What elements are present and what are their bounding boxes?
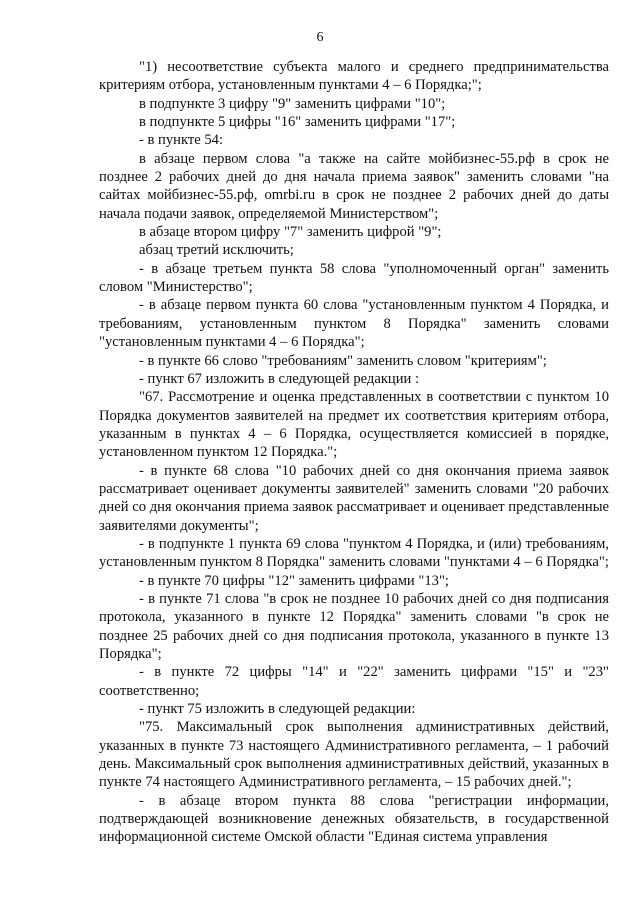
paragraph-4: - в пункте 54: <box>139 132 224 149</box>
paragraph-10: - в пункте 66 слово "требованиям" заменить словом "критериям"; <box>139 352 547 369</box>
paragraph-18: - пункт 75 изложить в следующей редакции: <box>139 701 416 718</box>
paragraph-9: - в абзаце первом пункта 60 слова "установленным пунктом 4 Порядка, и требованиям, установленным пунктом 8 Порядка" заменить словами "установленным пунктами 4 – 6 Порядка"; <box>99 297 609 351</box>
paragraph-2: в подпункте 3 цифру "9" заменить цифрами "10"; <box>139 95 446 112</box>
paragraph-15: - в пункте 70 цифры "12" заменить цифрами "13"; <box>139 572 449 589</box>
paragraph-6: в абзаце втором цифру "7" заменить цифрой "9"; <box>139 224 442 241</box>
paragraph-1: "1) несоответствие субъекта малого и среднего предпринимательства критериям отбора, установленным пунктами 4 – 6 Порядка;"; <box>99 59 609 94</box>
paragraph-20: - в абзаце втором пункта 88 слова "регистрации информации, подтверждающей возникновение денежных обязательств, в государственной информационной системе Омской области "Единая система управления <box>99 792 609 846</box>
paragraph-13: - в пункте 68 слова "10 рабочих дней со дня окончания приема заявок рассматривает оценивает документы заявителей" заменить словами "20 рабочих дней со дня окончания приема заявок рассматривает и оценивает представленные заявителями документы"; <box>99 462 609 534</box>
paragraph-3: в подпункте 5 цифры "16" заменить цифрами "17"; <box>139 114 456 131</box>
paragraph-14: - в подпункте 1 пункта 69 слова "пунктом 4 Порядка, и (или) требованиям, установленным пунктом 8 Порядка" заменить словами "пунктами 4 – 6 Порядка"; <box>99 535 609 571</box>
paragraph-8: - в абзаце третьем пункта 58 слова "уполномоченный орган" заменить словом "Министерство"; <box>99 260 609 296</box>
paragraph-19: "75. Максимальный срок выполнения административных действий, указанных в пункте 73 настоящего Административного регламента, – 1 рабочий день. Максимальный срок выполнения административных действий, указанных в пункте 74 настоящего Административного регламента, – 15 рабочих дней."; <box>99 719 609 791</box>
paragraph-7: абзац третий исключить; <box>139 242 294 259</box>
page-number: 6 <box>316 30 324 45</box>
document-body <box>99 58 609 847</box>
paragraph-5: в абзаце первом слова "а также на сайте мойбизнес-55.рф в срок не позднее 2 рабочих дней до дня начала приема заявок" заменить словами "на сайтах мойбизнес-55.рф, omrbi.ru в срок не позднее 2 рабочих дней до даты начала подачи заявок, определяемой Министерством"; <box>99 150 609 222</box>
paragraph-11: - пункт 67 изложить в следующей редакции : <box>139 370 420 387</box>
paragraph-17: - в пункте 72 цифры "14" и "22" заменить цифрами "15" и "23" соответственно; <box>99 664 609 699</box>
paragraph-16: - в пункте 71 слова "в срок не позднее 10 рабочих дней со дня подписания протокола, указанного в пункте 12 Порядка" заменить словами "в срок не позднее 25 рабочих дней со дня подписания протокола, указанного в пункте 13 Порядка"; <box>99 590 609 662</box>
paragraph-12: "67. Рассмотрение и оценка представленных в соответствии с пунктом 10 Порядка документов заявителей на предмет их соответствия критериям отбора, указанным в пунктах 4 – 6 Порядка, осуществляется комиссией в порядке, установленном пунктом 12 Порядка."; <box>99 389 609 461</box>
